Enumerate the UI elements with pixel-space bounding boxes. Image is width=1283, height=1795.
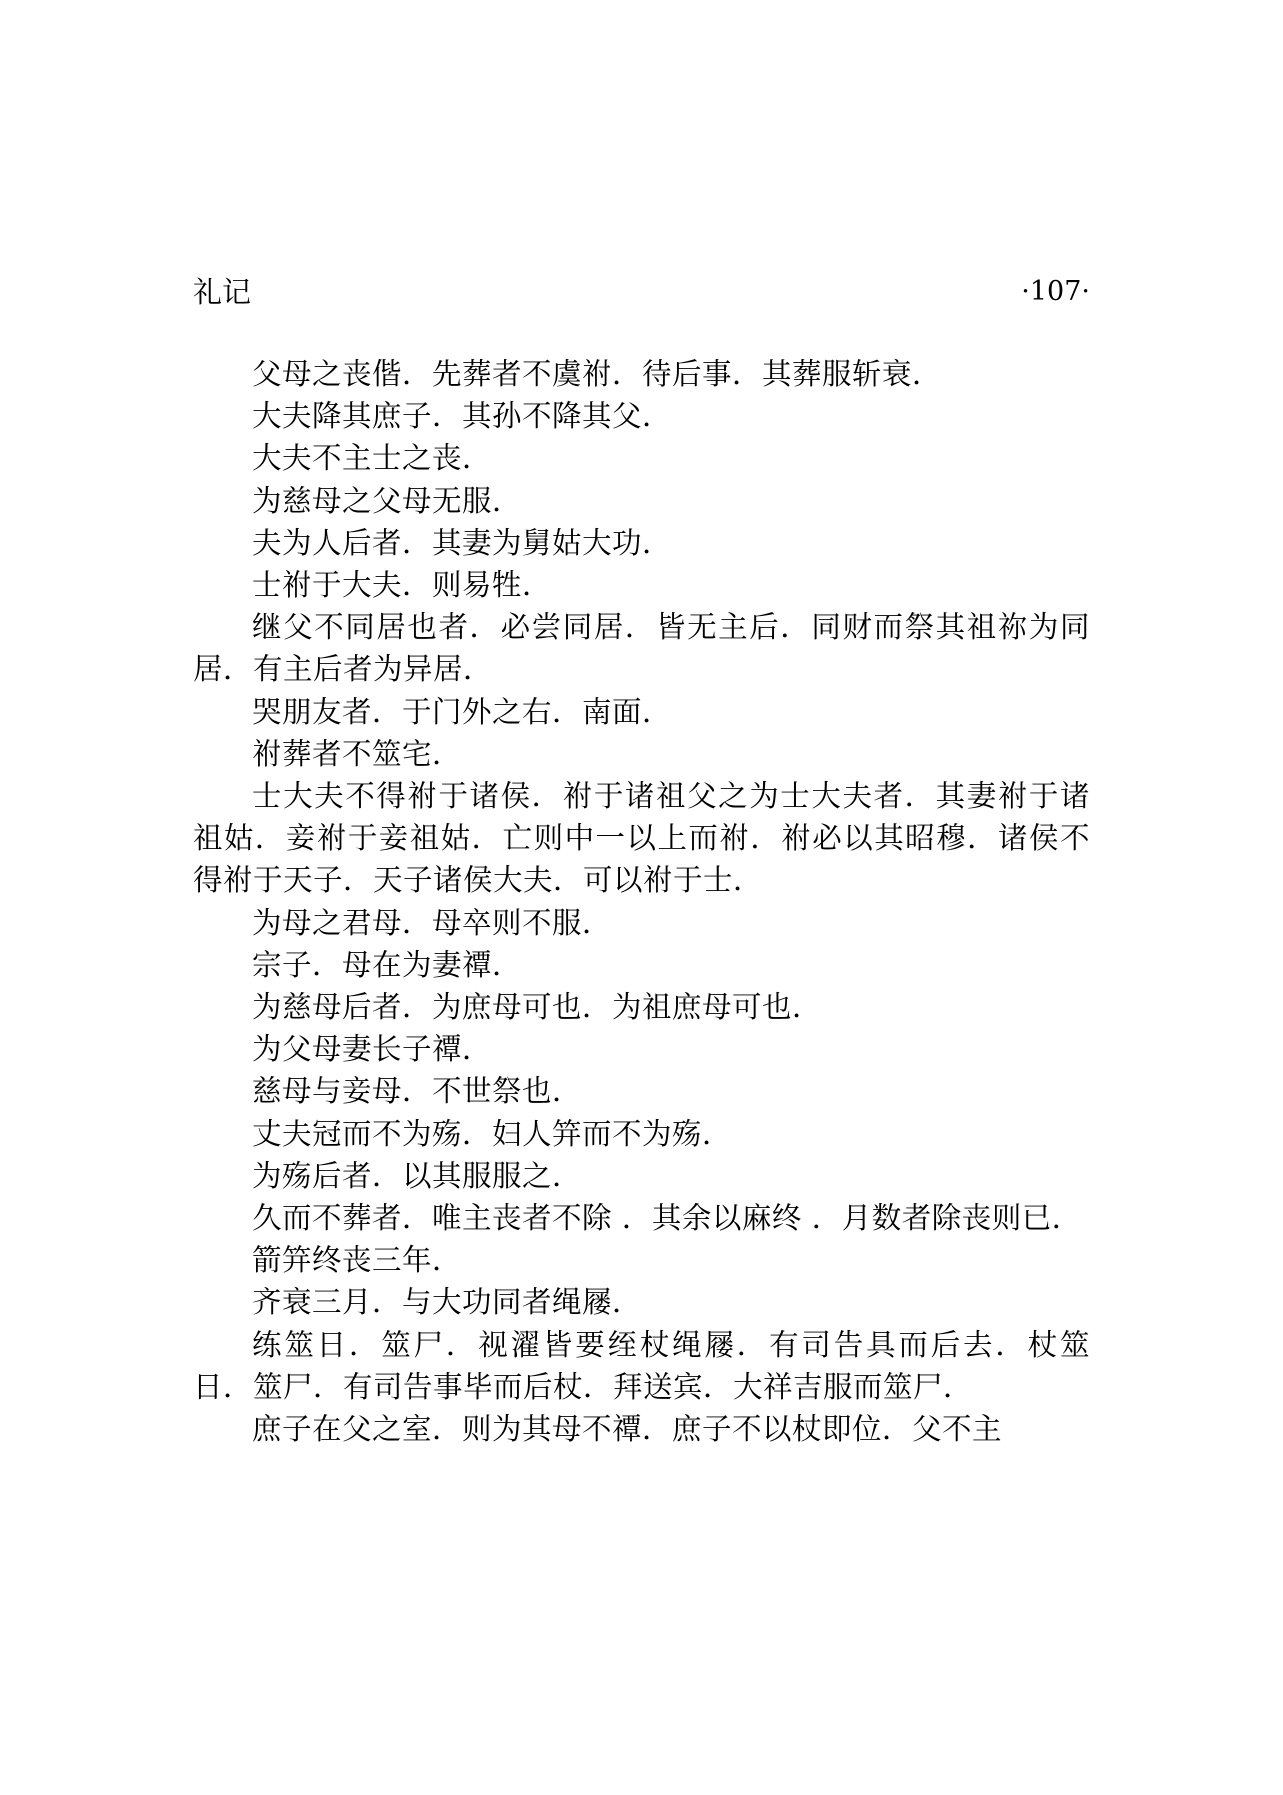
book-title: 礼记 — [193, 275, 252, 309]
paragraph: 为父母妻长子禫． — [252, 1032, 493, 1067]
paragraph: 士大夫不得祔于诸侯．祔于诸祖父之为士大夫者．其妻祔于诸祖姑．妾祔于妾祖姑．亡则中一以上而祔．祔必以其昭穆．诸侯不得祔于天子．天子诸侯大夫．可以祔于士． — [193, 779, 1090, 898]
paragraph: 练筮日．筮尸．视濯皆要绖杖绳屦．有司告具而后去．杖筮日．筮尸．有司告事毕而后杖．拜送宾．大祥吉服而筮尸． — [193, 1327, 1090, 1404]
paragraph: 大夫不主士之丧． — [252, 441, 493, 476]
paragraph: 继父不同居也者．必尝同居．皆无主后．同财而祭其祖祢为同居．有主后者为异居． — [193, 610, 1090, 687]
running-header — [193, 272, 1090, 312]
paragraph: 庶子在父之室．则为其母不禫．庶子不以杖即位．父不主 — [252, 1412, 1003, 1447]
paragraph: 父母之丧偕．先葬者不虞祔．待后事．其葬服斩衰． — [252, 357, 943, 391]
paragraph: 夫为人后者．其妻为舅姑大功． — [252, 525, 673, 560]
paragraph: 大夫降其庶子．其孙不降其父． — [252, 399, 673, 434]
paragraph: 为慈母后者．为庶母可也．为祖庶母可也． — [252, 990, 823, 1025]
paragraph: 齐衰三月．与大功同者绳屦． — [252, 1285, 643, 1320]
body-text — [193, 353, 1090, 1450]
paragraph: 士祔于大夫．则易牲． — [252, 568, 553, 603]
paragraph: 丈夫冠而不为殇．妇人笄而不为殇． — [252, 1116, 733, 1151]
paragraph: 祔葬者不筮宅． — [252, 736, 463, 771]
paragraph: 箭笄终丧三年． — [252, 1243, 463, 1278]
page-number: ·107· — [1021, 276, 1090, 307]
paragraph: 哭朋友者．于门外之右．南面． — [252, 694, 673, 729]
paragraph: 为殇后者．以其服服之． — [252, 1158, 583, 1193]
paragraph: 为慈母之父母无服． — [252, 483, 523, 518]
paragraph: 慈母与妾母．不世祭也． — [252, 1074, 583, 1109]
paragraph: 宗子．母在为妻禫． — [252, 947, 523, 982]
paragraph: 为母之君母．母卒则不服． — [252, 905, 613, 940]
paragraph: 久而不葬者．唯主丧者不除 ．其余以麻终 ．月数者除丧则已． — [252, 1201, 1082, 1236]
